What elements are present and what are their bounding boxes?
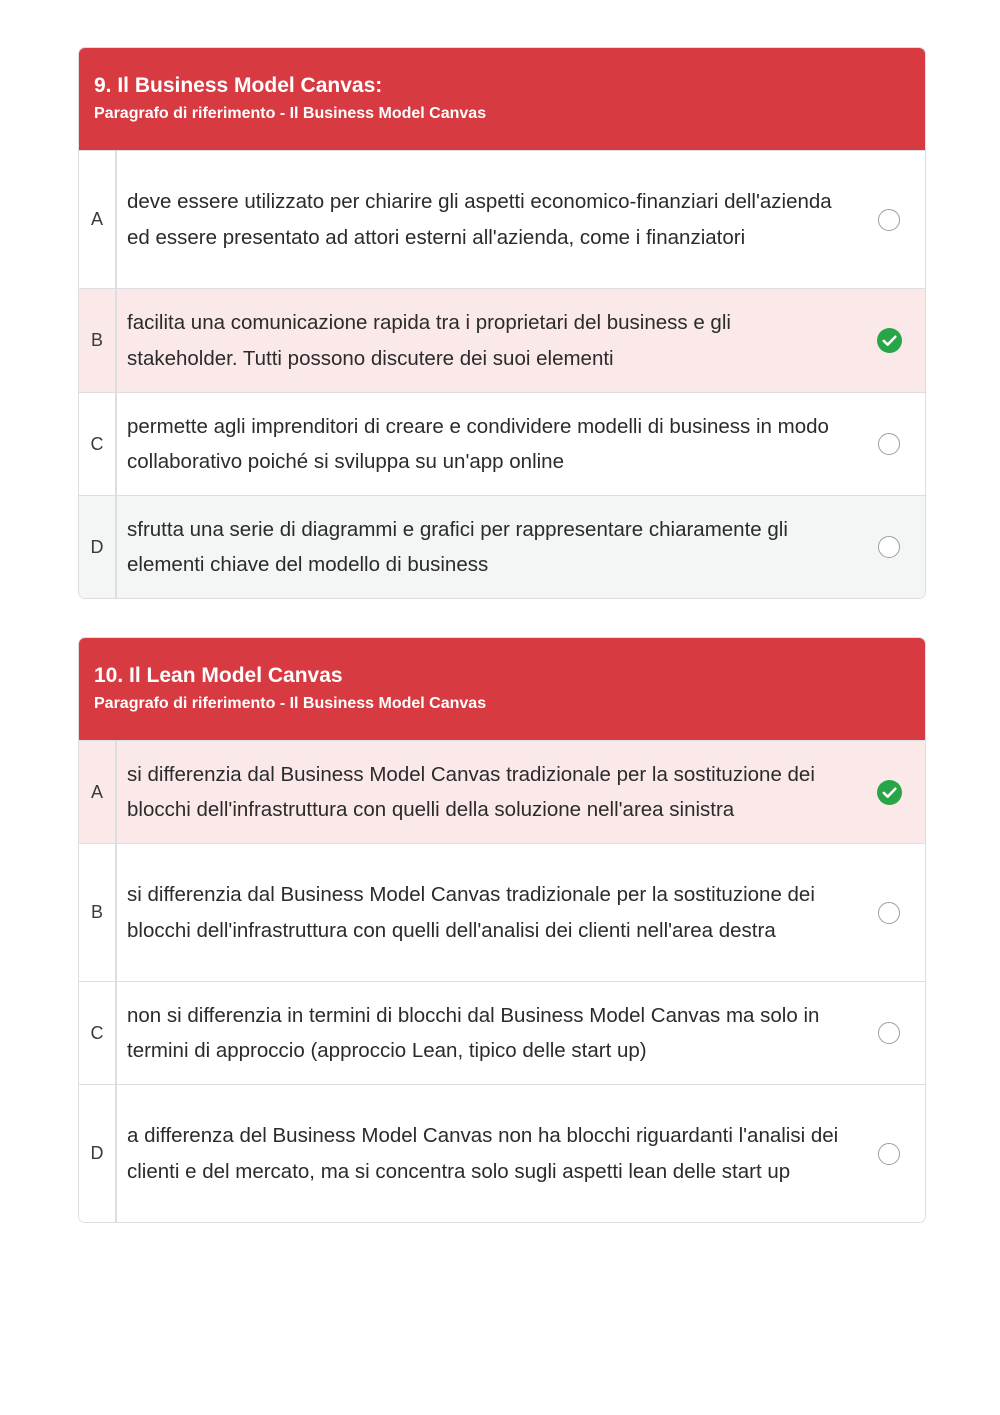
radio-empty-icon[interactable] (878, 1143, 900, 1165)
answer-option[interactable] (79, 981, 925, 1084)
option-text: non si differenzia in termini di blocchi dal Business Model Canvas ma solo in termini di approccio (approccio Lean, tipico delle start up) (127, 1003, 820, 1062)
question-header (79, 48, 925, 150)
option-text: si differenzia dal Business Model Canvas tradizionale per la sostituzione dei blocchi dell'infrastruttura con quelli dell'analisi dei clienti nell'area destra (127, 883, 815, 942)
option-mark[interactable] (853, 496, 925, 598)
answer-option-correct[interactable] (79, 288, 925, 392)
radio-empty-icon[interactable] (878, 902, 900, 924)
option-text: sfrutta una serie di diagrammi e grafici per rappresentare chiaramente gli elementi chiave del modello di business (127, 517, 788, 576)
option-letter: D (79, 496, 117, 598)
radio-empty-icon[interactable] (878, 209, 900, 231)
option-text: deve essere utilizzato per chiarire gli aspetti economico-finanziari dell'azienda ed essere presentato ad attori esterni all'azienda, come i finanziatori (127, 190, 832, 249)
answer-option[interactable] (79, 1084, 925, 1222)
check-circle-icon[interactable] (877, 328, 902, 353)
option-mark[interactable] (853, 1085, 925, 1222)
option-letter: B (79, 844, 117, 981)
option-letter: A (79, 151, 117, 288)
answer-option[interactable] (79, 495, 925, 598)
question-reference: Paragrafo di riferimento - Il Business Model Canvas (94, 105, 487, 122)
option-mark[interactable] (853, 393, 925, 495)
option-letter: B (79, 289, 117, 392)
check-circle-icon[interactable] (877, 780, 902, 805)
answer-option[interactable] (79, 392, 925, 495)
radio-empty-icon[interactable] (878, 1022, 900, 1044)
option-letter: C (79, 982, 117, 1084)
radio-empty-icon[interactable] (878, 536, 900, 558)
answer-option-correct[interactable] (79, 740, 925, 843)
option-mark[interactable] (853, 844, 925, 981)
option-mark[interactable] (853, 151, 925, 288)
question-card (78, 637, 926, 1223)
question-reference: Paragrafo di riferimento - Il Business Model Canvas (94, 695, 487, 712)
question-title: 10. Il Lean Model Canvas (94, 664, 343, 687)
question-title: 9. Il Business Model Canvas: (94, 74, 383, 97)
option-letter: A (79, 741, 117, 843)
option-mark[interactable] (853, 741, 925, 843)
option-text: permette agli imprenditori di creare e condividere modelli di business in modo collaborativo poiché si sviluppa su un'app online (127, 414, 829, 473)
option-text: a differenza del Business Model Canvas non ha blocchi riguardanti l'analisi dei clienti e del mercato, ma si concentra solo sugli aspetti lean delle start up (127, 1124, 839, 1183)
answer-option[interactable] (79, 843, 925, 981)
option-letter: C (79, 393, 117, 495)
question-card (78, 47, 926, 599)
radio-empty-icon[interactable] (878, 433, 900, 455)
option-letter: D (79, 1085, 117, 1222)
question-header (79, 638, 925, 740)
option-mark[interactable] (853, 982, 925, 1084)
option-text: si differenzia dal Business Model Canvas tradizionale per la sostituzione dei blocchi dell'infrastruttura con quelli della soluzione nell'area sinistra (127, 762, 815, 821)
answer-option[interactable] (79, 150, 925, 288)
option-mark[interactable] (853, 289, 925, 392)
option-text: facilita una comunicazione rapida tra i proprietari del business e gli stakeholder. Tutti possono discutere dei suoi elementi (127, 311, 731, 370)
